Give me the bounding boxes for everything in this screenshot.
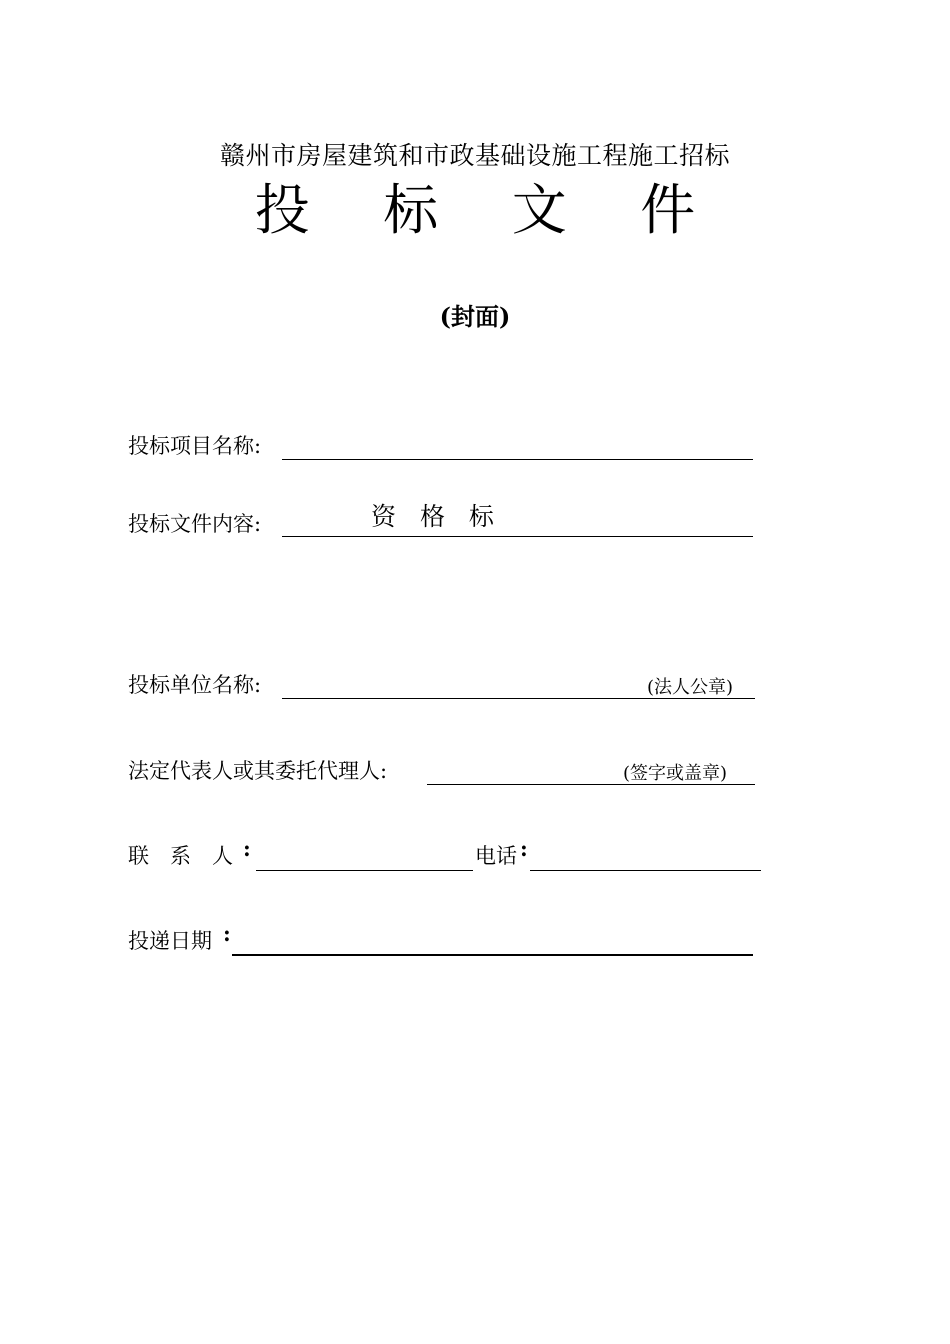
- project-name-field-line: [282, 459, 753, 460]
- phone-colon: :: [520, 836, 528, 861]
- phone-label: 电话: [475, 844, 517, 868]
- project-name-label: 投标项目名称:: [128, 434, 262, 458]
- cover-note: (封面): [439, 302, 511, 331]
- contact-label: 联 系 人: [128, 844, 233, 868]
- document-title: 投 标 文 件: [254, 178, 724, 242]
- content-value[interactable]: 资 格 标: [371, 502, 502, 531]
- representative-label: 法定代表人或其委托代理人:: [128, 759, 388, 783]
- delivery-date-field-line: [232, 954, 753, 956]
- bidder-label: 投标单位名称:: [128, 673, 262, 697]
- content-field-line: [282, 536, 753, 537]
- contact-field-line: [256, 870, 473, 871]
- representative-field-line: [427, 784, 755, 785]
- delivery-date-label: 投递日期: [128, 929, 212, 953]
- representative-sign-note: (签字或盖章): [623, 763, 728, 784]
- bidder-field-line: [282, 698, 755, 699]
- contact-colon: :: [243, 836, 251, 861]
- document-subtitle: 赣州市房屋建筑和市政基础设施工程施工招标: [219, 141, 730, 170]
- delivery-date-colon: :: [223, 921, 231, 946]
- phone-field-line: [530, 870, 761, 871]
- bidder-seal-note: (法人公章): [647, 677, 734, 698]
- content-label: 投标文件内容:: [128, 512, 262, 536]
